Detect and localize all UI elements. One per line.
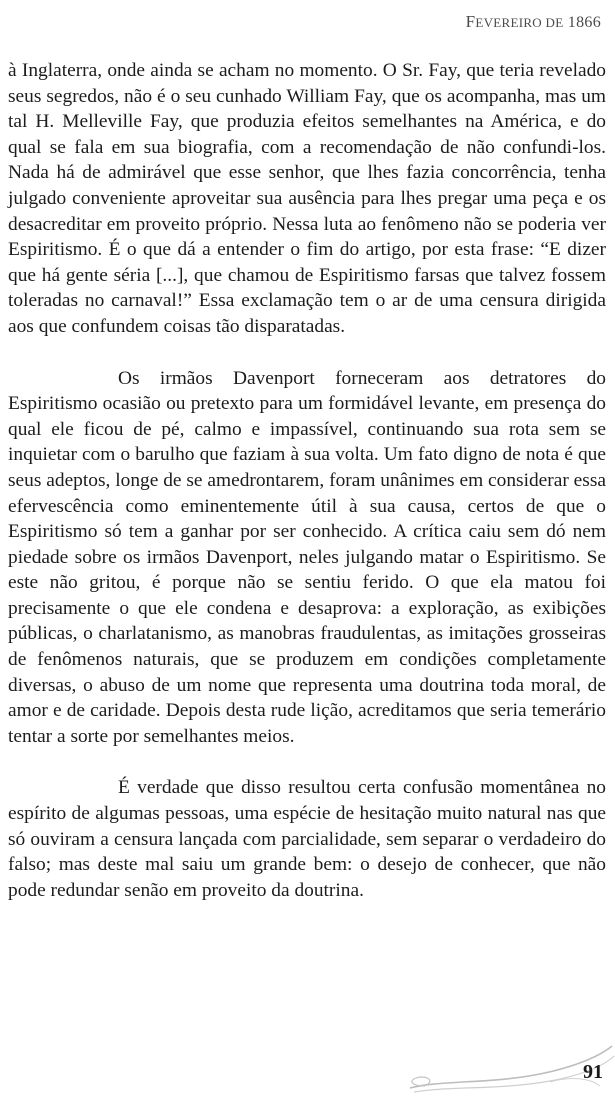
running-header-month: EVEREIRO DE	[475, 15, 564, 30]
paragraph-spacer	[8, 749, 606, 775]
paragraph-spacer	[8, 340, 606, 366]
running-header-initial: F	[465, 12, 476, 31]
body-text	[8, 58, 606, 903]
paragraph-2: Os irmãos Davenport forneceram aos detratores do Espiritismo ocasião ou pretexto para um formidável levante, em presença do qual ele ficou de pé, calmo e impassível, continuando sua rota sem se inquietar com o barulho que faziam à sua volta. Um fato digno de nota é que seus adeptos, longe de se amedrontarem, foram unânimes em considerar essa efervescência como eminentemente útil à sua causa, certos de que o Espiritismo só tem a ganhar por ser conhecido. A crítica caiu sem dó nem piedade sobre os irmãos Davenport, neles julgando matar o Espiritismo. Se este não gritou, é porque não se sentiu ferido. O que ela matou foi precisamente o que ele condena e desaprova: a exploração, as exibições públicas, o charlatanismo, as manobras fraudulentas, as imitações grosseiras de fenômenos naturais, que se produzem em condições completamente diversas, o abuso de um nome que representa uma doutrina toda moral, de amor e de caridade. Depois desta rude lição, acreditamos que seria temerário tentar a sorte por semelhantes meios.	[8, 367, 606, 747]
paragraph-1: à Inglaterra, onde ainda se acham no momento. O Sr. Fay, que teria revelado seus segredos, não é o seu cunhado William Fay, que os acompanha, mas um tal H. Melleville Fay, que produzia efeitos semelhantes na América, e do qual se fala em sua biografia, com a recomendação de não confundi-los. Nada há de admirável que esse senhor, que lhes fazia concorrência, tenha julgado conveniente aproveitar sua ausência para lhes pregar uma peça e os desacreditar em proveito próprio. Nessa luta ao fenômeno não se poderia ver Espiritismo. É o que dá a entender o fim do artigo, por esta frase: “E dizer que há gente séria [...], que chamou de Espiritismo farsas que talvez fossem toleradas no carnaval!” Essa exclamação tem o ar de uma censura dirigida aos que confundem coisas tão disparatadas.	[8, 60, 606, 337]
paragraph-3: É verdade que disso resultou certa confusão momentânea no espírito de algumas pessoas, uma espécie de hesitação muito natural nas que só ouviram a censura lançada com parcialidade, sem separar o verdadeiro do falso; mas deste mal saiu um grande bem: o desejo de conhecer, que não pode redundar senão em proveito da doutrina.	[8, 777, 606, 901]
running-header	[466, 12, 601, 32]
running-header-year: 1866	[567, 14, 601, 31]
page-number: 91	[583, 1061, 603, 1083]
